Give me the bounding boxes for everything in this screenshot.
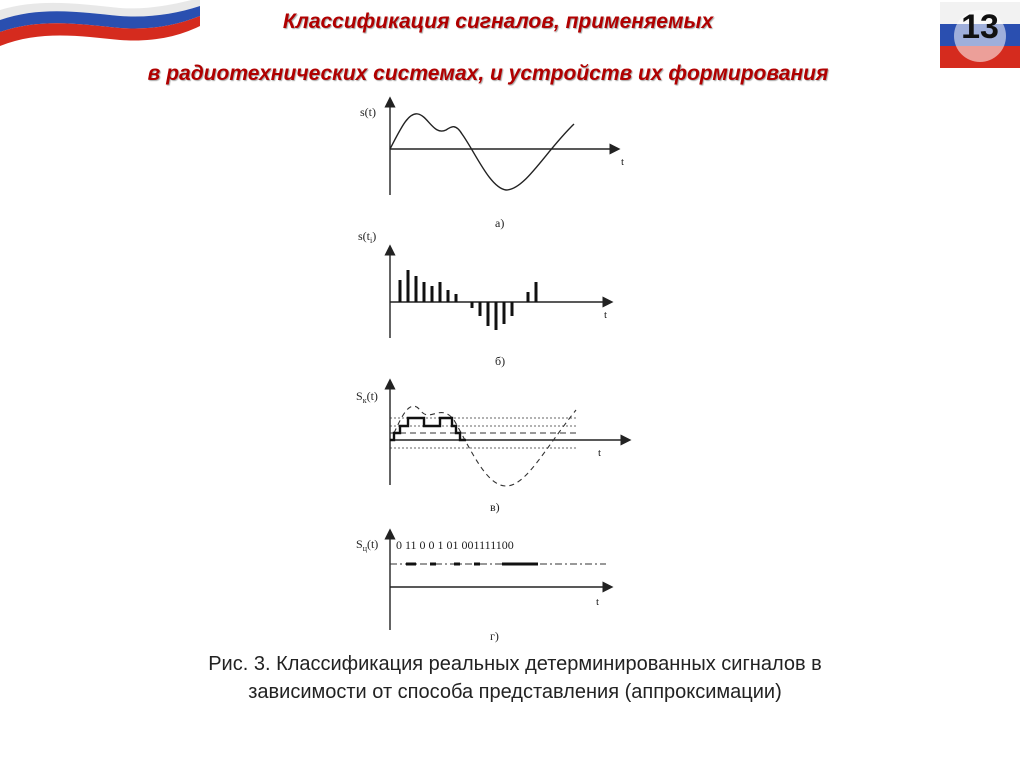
- slide-number: 13: [961, 8, 999, 46]
- plot-b-label: б): [495, 354, 506, 368]
- plot-c-label: в): [490, 500, 500, 514]
- plot-b-xlabel: t: [604, 309, 608, 321]
- plot-a-ylabel: s(t): [360, 105, 376, 119]
- plot-d-bit-sequence: 0 11 0 0 1 01 001111100: [396, 538, 514, 552]
- plot-c-xlabel: t: [598, 447, 602, 459]
- plot-a-label: а): [495, 216, 505, 230]
- plot-d-digital: [356, 534, 608, 643]
- figure-caption: [120, 650, 910, 706]
- plot-b-discrete: [358, 229, 608, 368]
- figure-caption-line2: зависимости от способа представления (аппроксимации): [248, 681, 782, 703]
- plot-c-ylabel: $S_к(t)$: [356, 389, 378, 405]
- slide-title-line1: Классификация сигналов, применяемых: [282, 10, 714, 33]
- figure-caption-line1: Рис. 3. Классификация реальных детерминированных сигналов в: [208, 653, 822, 675]
- plot-a-continuous: [360, 102, 624, 230]
- slide-title-line2: в радиотехнических системах, и устройств их формирования: [147, 62, 829, 85]
- plot-b-ylabel: $s(t_i)$: [358, 229, 377, 245]
- plot-a-xlabel: t: [621, 156, 625, 168]
- plot-d-xlabel: t: [596, 596, 600, 608]
- plot-d-ylabel: $S_ц(t)$: [356, 537, 379, 553]
- plot-c-quantized: [356, 384, 626, 514]
- slide-number-badge: [940, 2, 1020, 68]
- plot-d-label: г): [490, 629, 499, 643]
- signal-classification-figure: [330, 90, 650, 650]
